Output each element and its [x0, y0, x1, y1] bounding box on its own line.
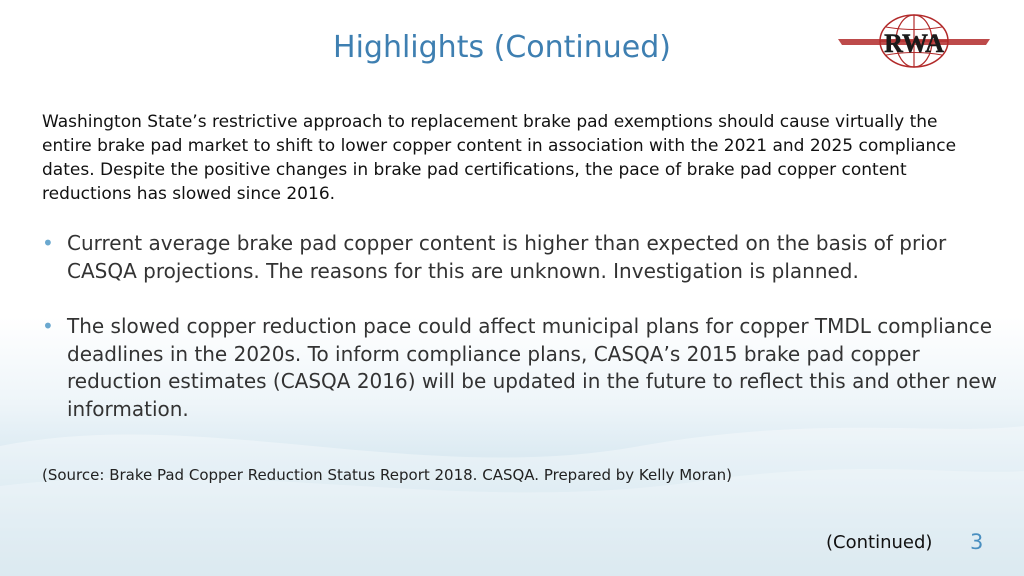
continued-label: (Continued)	[826, 532, 933, 553]
rwa-logo	[836, 12, 992, 70]
bullet-text: Current average brake pad copper content is higher than expected on the basis of prior CASQA projections. The reasons for this are unknown. Investigation is planned.	[67, 231, 947, 283]
bullet-item	[42, 230, 1002, 285]
source-citation: (Source: Brake Pad Copper Reduction Status Report 2018. CASQA. Prepared by Kelly Moran)	[42, 466, 733, 484]
bullet-list	[42, 230, 1002, 451]
page-number: 3	[970, 530, 984, 554]
bullet-item	[42, 313, 1002, 423]
bullet-dot-icon: •	[42, 231, 54, 255]
logo-lettering: RWA	[884, 29, 944, 58]
bullet-dot-icon: •	[42, 314, 54, 338]
bullet-text: The slowed copper reduction pace could affect municipal plans for copper TMDL compliance deadlines in the 2020s. To inform compliance plans, CASQA’s 2015 brake pad copper reduction estimates (CASQA 2016) will be updated in the future to reflect this and other new information.	[67, 314, 998, 421]
slide-title: Highlights (Continued)	[333, 30, 671, 65]
intro-paragraph: Washington State’s restrictive approach to replacement brake pad exemptions should cause virtually the entire brake pad market to shift to lower copper content in association with the 2021 and 2025 compliance dates. Despite the positive changes in brake pad certifications, the pace of brake pad copper content reductions has slowed since 2016.	[42, 112, 957, 204]
